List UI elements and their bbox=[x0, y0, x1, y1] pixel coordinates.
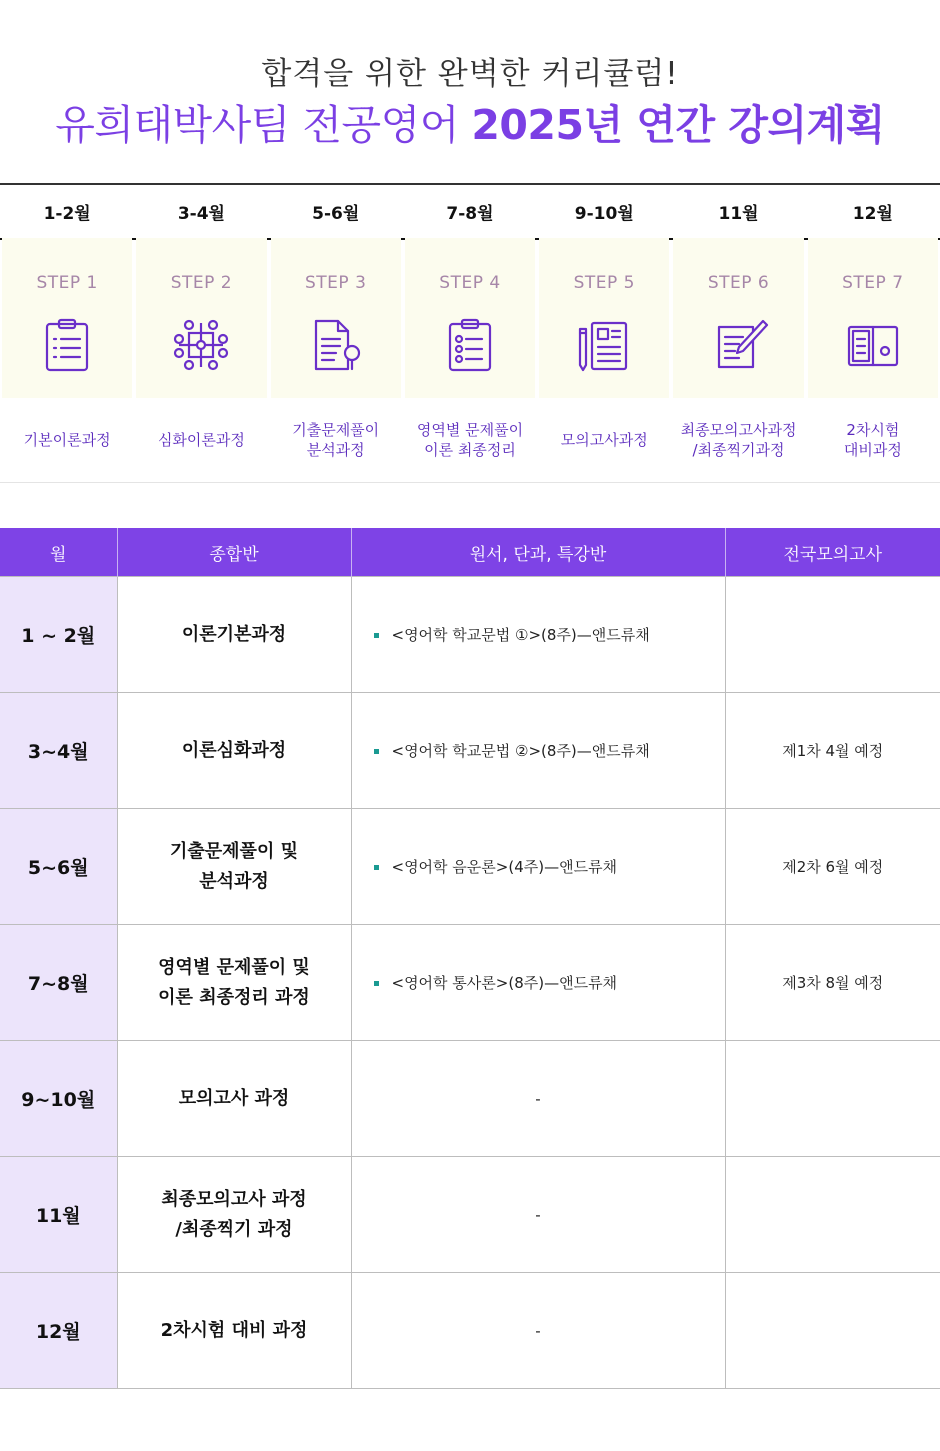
timeline-month: 1-2월 bbox=[43, 204, 91, 224]
row-month: 5~6월 bbox=[0, 809, 117, 925]
step-card bbox=[405, 238, 535, 398]
timeline-month: 11월 bbox=[718, 204, 759, 224]
step-name: 2차시험 대비과정 bbox=[843, 421, 902, 459]
row-mock-exam bbox=[725, 577, 940, 693]
row-lecture bbox=[351, 925, 725, 1041]
step-name: 심화이론과정 bbox=[157, 431, 245, 449]
lecture-text: <영어학 음운론>(4주)—앤드류채 bbox=[391, 858, 618, 876]
step-card bbox=[2, 238, 132, 398]
document-search-icon bbox=[306, 315, 366, 375]
table-row bbox=[0, 1041, 940, 1157]
page-title bbox=[0, 92, 940, 151]
row-lecture: - bbox=[351, 1041, 725, 1157]
row-lecture: - bbox=[351, 1157, 725, 1273]
lecture-text: <영어학 학교문법 ②>(8주)—앤드류채 bbox=[391, 742, 650, 760]
title-regular: 유희태박사팀 전공영어 bbox=[55, 101, 472, 149]
row-course: 모의고사 과정 bbox=[117, 1041, 351, 1157]
header-mock-exam: 전국모의고사 bbox=[725, 528, 940, 577]
network-nodes-icon bbox=[171, 315, 231, 375]
table-row bbox=[0, 1273, 940, 1389]
timeline-month: 12월 bbox=[852, 204, 893, 224]
row-course: 이론심화과정 bbox=[117, 693, 351, 809]
checklist-icon bbox=[440, 315, 500, 375]
schedule-table bbox=[0, 528, 940, 1389]
step-card bbox=[271, 238, 401, 398]
step-name: 기본이론과정 bbox=[23, 431, 111, 449]
header-course: 종합반 bbox=[117, 528, 351, 577]
step-names bbox=[0, 398, 940, 483]
row-month: 11월 bbox=[0, 1157, 117, 1273]
pencil-document-icon bbox=[574, 315, 634, 375]
step-label: STEP 2 bbox=[170, 273, 233, 293]
row-lecture bbox=[351, 693, 725, 809]
row-month: 12월 bbox=[0, 1273, 117, 1389]
timeline-month: 5-6월 bbox=[312, 204, 360, 224]
header-month: 월 bbox=[0, 528, 117, 577]
table-header-row bbox=[0, 528, 940, 577]
step-label: STEP 3 bbox=[305, 273, 367, 293]
row-mock-exam: 제3차 8월 예정 bbox=[725, 925, 940, 1041]
row-lecture bbox=[351, 809, 725, 925]
step-card bbox=[539, 238, 669, 398]
timeline-month: 3-4월 bbox=[177, 204, 225, 224]
bullet-icon bbox=[374, 749, 379, 754]
lecture-text: <영어학 학교문법 ①>(8주)—앤드류채 bbox=[391, 626, 650, 644]
row-mock-exam: 제2차 6월 예정 bbox=[725, 809, 940, 925]
timeline-month: 9-10월 bbox=[574, 204, 634, 224]
header-lecture: 원서, 단과, 특강반 bbox=[351, 528, 725, 577]
table-row bbox=[0, 693, 940, 809]
row-month: 9~10월 bbox=[0, 1041, 117, 1157]
table-row bbox=[0, 809, 940, 925]
row-month: 3~4월 bbox=[0, 693, 117, 809]
row-month: 1 ~ 2월 bbox=[0, 577, 117, 693]
row-mock-exam: 제1차 4월 예정 bbox=[725, 693, 940, 809]
row-course: 최종모의고사 과정 /최종찍기 과정 bbox=[117, 1157, 351, 1273]
step-name: 기출문제풀이 분석과정 bbox=[292, 421, 380, 459]
step-card bbox=[136, 238, 266, 398]
step-label: STEP 4 bbox=[439, 273, 501, 293]
row-course: 2차시험 대비 과정 bbox=[117, 1273, 351, 1389]
table-row bbox=[0, 577, 940, 693]
clipboard-list-icon bbox=[37, 315, 97, 375]
step-label: STEP 7 bbox=[842, 273, 904, 293]
table-row bbox=[0, 925, 940, 1041]
timeline-months bbox=[0, 183, 940, 240]
step-label: STEP 6 bbox=[707, 273, 770, 293]
row-course: 영역별 문제풀이 및 이론 최종정리 과정 bbox=[117, 925, 351, 1041]
timeline-steps bbox=[0, 238, 940, 398]
step-name: 모의고사과정 bbox=[560, 431, 648, 449]
row-mock-exam bbox=[725, 1273, 940, 1389]
row-lecture bbox=[351, 577, 725, 693]
page-subtitle: 합격을 위한 완벽한 커리큘럼! bbox=[261, 56, 679, 92]
lecture-text: <영어학 통사론>(8주)—앤드류채 bbox=[391, 974, 618, 992]
row-course: 기출문제풀이 및 분석과정 bbox=[117, 809, 351, 925]
title-bold: 2025년 연간 강의계획 bbox=[471, 101, 885, 149]
open-book-icon bbox=[843, 315, 903, 375]
step-label: STEP 5 bbox=[573, 273, 635, 293]
step-label: STEP 1 bbox=[36, 273, 98, 293]
timeline-month: 7-8월 bbox=[446, 204, 494, 224]
table-row bbox=[0, 1157, 940, 1273]
row-mock-exam bbox=[725, 1041, 940, 1157]
bullet-icon bbox=[374, 865, 379, 870]
row-month: 7~8월 bbox=[0, 925, 117, 1041]
step-card bbox=[808, 238, 938, 398]
step-card bbox=[673, 238, 803, 398]
row-lecture: - bbox=[351, 1273, 725, 1389]
row-mock-exam bbox=[725, 1157, 940, 1273]
step-name: 영역별 문제풀이 이론 최종정리 bbox=[416, 421, 524, 459]
writing-pen-icon bbox=[709, 315, 769, 375]
bullet-icon bbox=[374, 633, 379, 638]
bullet-icon bbox=[374, 981, 379, 986]
row-course: 이론기본과정 bbox=[117, 577, 351, 693]
step-name: 최종모의고사과정 /최종찍기과정 bbox=[680, 421, 797, 459]
